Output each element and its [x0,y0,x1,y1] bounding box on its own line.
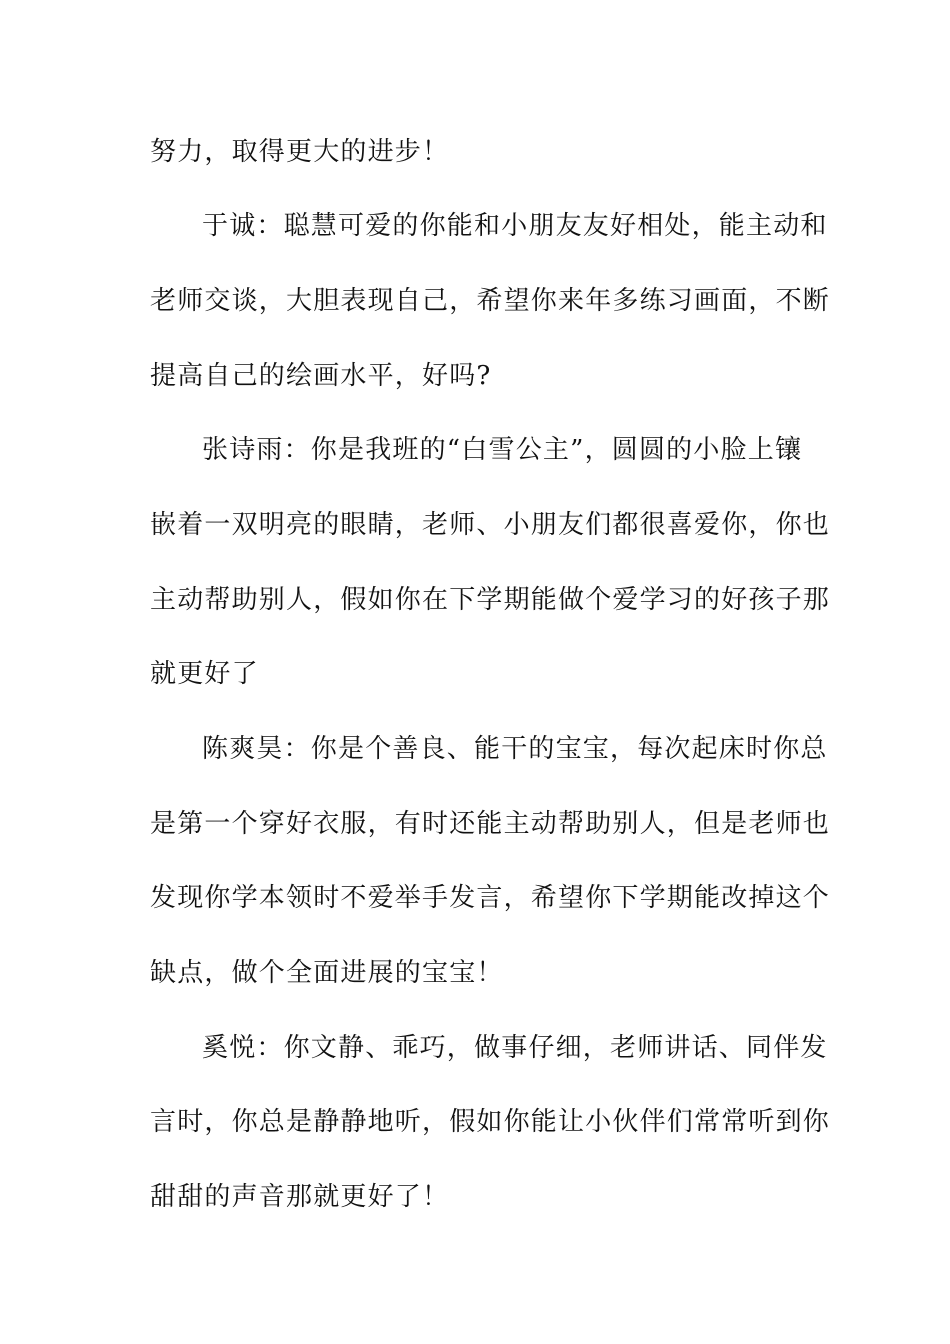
comment-zhang-shiyu-line-3: 主动帮助别人，假如你在下学期能做个爱学习的好孩子那 [150,585,831,615]
comment-yu-cheng-line-1: 于诚：聪慧可爱的你能和小朋友友好相处，能主动和 [202,211,828,241]
comment-zhang-shiyu-line-2: 嵌着一双明亮的眼睛，老师、小朋友们都很喜爱你，你也 [150,510,831,540]
comment-zhang-shiyu-line-1: 张诗雨：你是我班的“白雪公主”，圆圆的小脸上镶 [202,435,803,465]
comment-xi-yue-line-2: 言时，你总是静静地听，假如你能让小伙伴们常常听到你 [150,1107,831,1137]
comment-chen-shuanghao-line-1: 陈爽昊：你是个善良、能干的宝宝，每次起床时你总 [202,734,828,764]
comment-xi-yue-line-3: 甜甜的声音那就更好了！ [150,1182,450,1212]
comment-yu-cheng-line-3: 提高自己的绘画水平，好吗? [150,361,492,391]
paragraph-continuation-line: 努力，取得更大的进步！ [150,137,450,167]
comment-chen-shuanghao-line-4: 缺点，做个全面进展的宝宝！ [150,958,504,988]
comment-chen-shuanghao-line-2: 是第一个穿好衣服，有时还能主动帮助别人，但是老师也 [150,809,831,839]
comment-yu-cheng-line-2: 老师交谈，大胆表现自己，希望你来年多练习画面，不断 [150,286,831,316]
comment-zhang-shiyu-line-4: 就更好了 [150,659,259,689]
comment-chen-shuanghao-line-3: 发现你学本领时不爱举手发言，希望你下学期能改掉这个 [150,883,831,913]
comment-xi-yue-line-1: 奚悦：你文静、乖巧，做事仔细，老师讲话、同伴发 [202,1033,828,1063]
